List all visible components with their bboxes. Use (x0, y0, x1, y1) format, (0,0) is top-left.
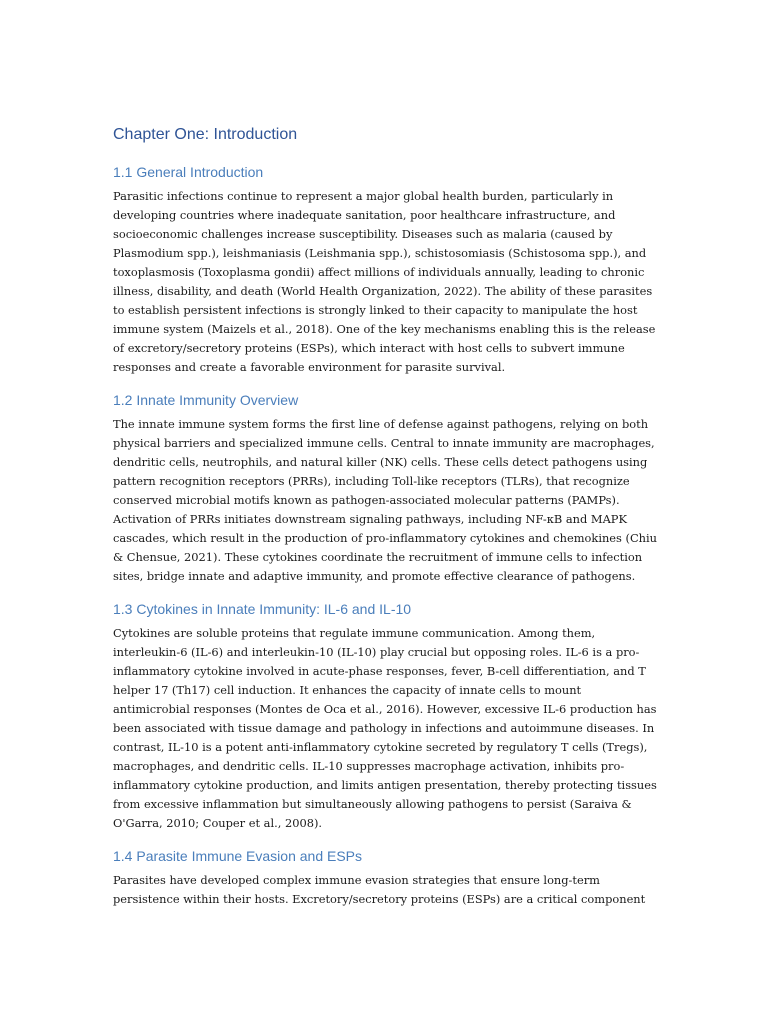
section-body-cytokines: Cytokines are soluble proteins that regulate immune communication. Among them, interleukin-6 (IL-6) and interleukin-10 (IL-10) play crucial but opposing roles. IL-6 is a pro-inflammatory cytokine involved in acute-phase responses, fever, B-cell differentiation, and T helper 17 (Th17) cell induction. It enhances the capacity of innate cells to mount antimicrobial responses (Montes de Oca et al., 2016). However, excessive IL-6 production has been associated with tissue damage and pathology in infections and autoimmune diseases. In contrast, IL-10 is a potent anti-inflammatory cytokine secreted by regulatory T cells (Tregs), macrophages, and dendritic cells. IL-10 suppresses macrophage activation, inhibits pro-inflammatory cytokine production, and limits antigen presentation, thereby protecting tissues from excessive inflammation but simultaneously allowing pathogens to persist (Saraiva & O'Garra, 2010; Couper et al., 2008). (113, 626, 657, 830)
section-body-innate-immunity: The innate immune system forms the first line of defense against pathogens, relying on both physical barriers and specialized immune cells. Central to innate immunity are macrophages, dendritic cells, neutrophils, and natural killer (NK) cells. These cells detect pathogens using pattern recognition receptors (PRRs), including Toll-like receptors (TLRs), that recognize conserved microbial motifs known as pathogen-associated molecular patterns (PAMPs). Activation of PRRs initiates downstream signaling pathways, including NF-κB and MAPK cascades, which result in the production of pro-inflammatory cytokines and chemokines (Chiu & Chensue, 2021). These cytokines coordinate the recruitment of immune cells to infection sites, bridge innate and adaptive immunity, and promote effective clearance of pathogens. (113, 417, 657, 583)
section-body-general-introduction: Parasitic infections continue to represent a major global health burden, particularly in developing countries where inadequate sanitation, poor healthcare infrastructure, and socioeconomic challenges increase susceptibility. Diseases such as malaria (caused by Plasmodium spp.), leishmaniasis (Leishmania spp.), schistosomiasis (Schistosoma spp.), and toxoplasmosis (Toxoplasma gondii) affect millions of individuals annually, leading to chronic illness, disability, and death (World Health Organization, 2022). The ability of these parasites to establish persistent infections is strongly linked to their capacity to manipulate the host immune system (Maizels et al., 2018). One of the key mechanisms enabling this is the release of excretory/secretory proteins (ESPs), which interact with host cells to subvert immune responses and create a favorable environment for parasite survival. (113, 189, 656, 374)
section-heading-innate-immunity: 1.2 Innate Immunity Overview (113, 392, 299, 408)
section-body-immune-evasion: Parasites have developed complex immune evasion strategies that ensure long-term persistence within their hosts. Excretory/secretory proteins (ESPs) are a critical component (113, 873, 646, 906)
chapter-title: Chapter One: Introduction (113, 126, 298, 143)
section-heading-immune-evasion: 1.4 Parasite Immune Evasion and ESPs (113, 848, 363, 864)
section-heading-general-introduction: 1.1 General Introduction (113, 164, 264, 180)
document-page (113, 124, 658, 922)
section-heading-cytokines: 1.3 Cytokines in Innate Immunity: IL-6 and IL-10 (113, 601, 412, 617)
